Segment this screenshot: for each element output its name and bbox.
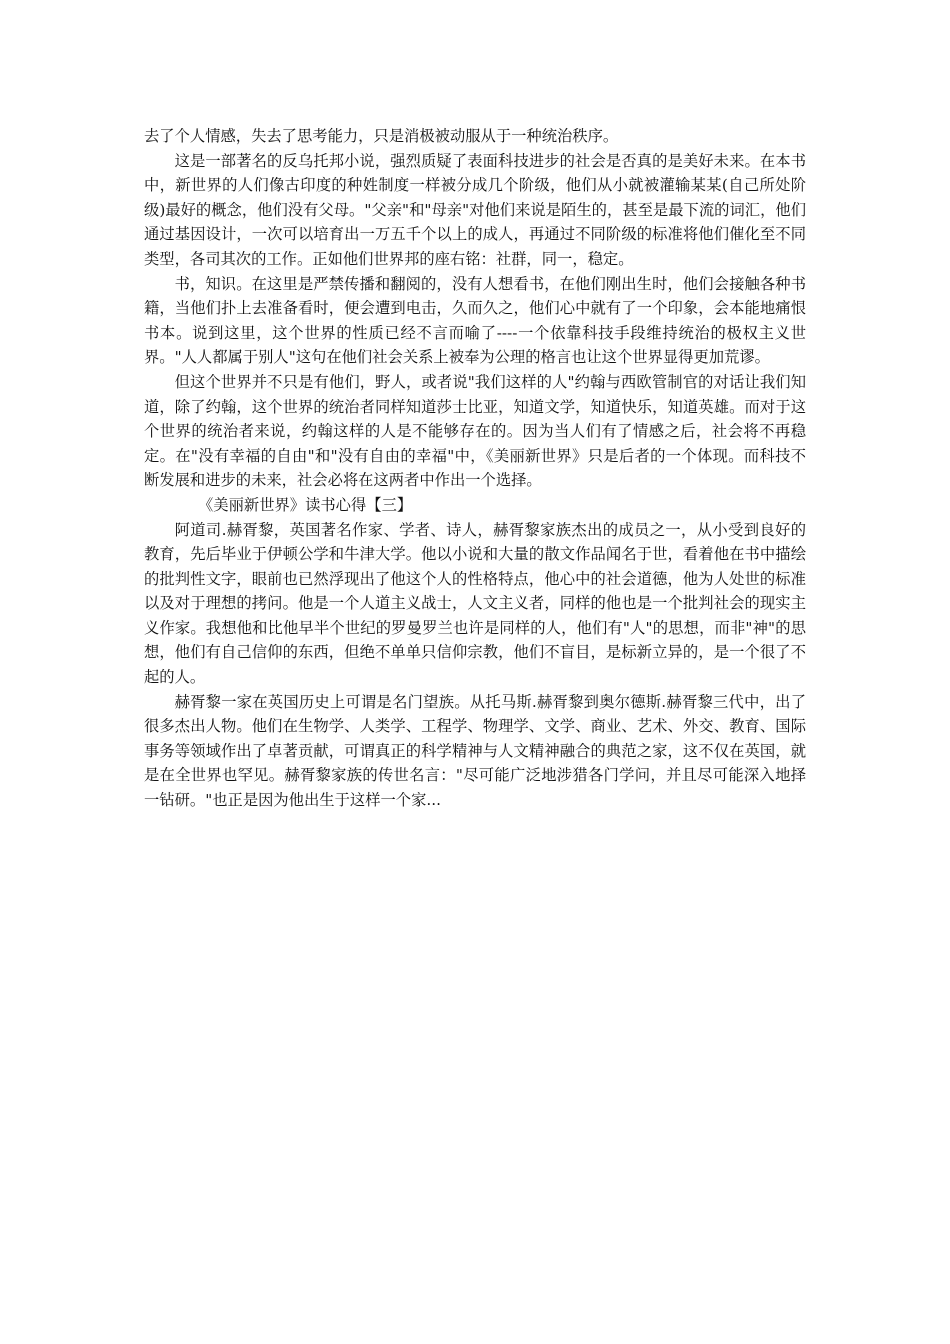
paragraph-dystopia-intro: 这是一部著名的反乌托邦小说，强烈质疑了表面科技进步的社会是否真的是美好未来。在本书中，新世界的人们像古印度的种姓制度一样被分成几个阶级，他们从小就被灌输某某(自己所处阶级)最好的概念，他们没有父母。"父亲"和"母亲"对他们来说是陌生的，甚至是最下流的词汇，他们通过基因设计，一次可以培育出一万五千个以上的成人，再通过不同阶级的标准将他们催化至不同类型，各司其次的工作。正如他们世界邦的座右铭：社群，同一，稳定。 <box>144 151 806 268</box>
section-heading: 《美丽新世界》读书心得【三】 <box>198 495 413 514</box>
paragraph-savage-john: 但这个世界并不只是有他们，野人，或者说"我们这样的人"约翰与西欧管制官的对话让我们知道，除了约翰，这个世界的统治者同样知道莎士比亚，知道文学，知道快乐，知道英雄。而对于这个世界的统治者来说，约翰这样的人是不能够存在的。因为当人们有了情感之后，社会将不再稳定。在"没有幸福的自由"和"没有自由的幸福"中，《美丽新世界》只是后者的一个体现。而科技不断发展和进步的未来，社会必将在这两者中作出一个选择。 <box>144 372 806 490</box>
paragraph-books-knowledge: 书，知识。在这里是严禁传播和翻阅的，没有人想看书，在他们刚出生时，他们会接触各种书籍，当他们扑上去准备看时，便会遭到电击，久而久之，他们心中就有了一个印象，会本能地痛恨书本。说到这里，这个世界的性质已经不言而喻了----一个依靠科技手段维持统治的极权主义世界。"人人都属于别人"这句在他们社会关系上被奉为公理的格言也让这个世界显得更加荒谬。 <box>144 274 806 367</box>
document-page <box>144 124 806 813</box>
paragraph-huxley-family: 赫胥黎一家在英国历史上可谓是名门望族。从托马斯.赫胥黎到奥尔德斯.赫胥黎三代中，出了很多杰出人物。他们在生物学、人类学、工程学、物理学、文学、商业、艺术、外交、教育、国际事务等领域作出了卓著贡献，可谓真正的科学精神与人文精神融合的典范之家，这不仅在英国，就是在全世界也罕见。赫胥黎家族的传世名言："尽可能广泛地涉猎各门学问，并且尽可能深入地择一钻研。"也正是因为他出生于这样一个家... <box>144 692 806 810</box>
paragraph-huxley-bio: 阿道司.赫胥黎，英国著名作家、学者、诗人，赫胥黎家族杰出的成员之一，从小受到良好的教育，先后毕业于伊顿公学和牛津大学。他以小说和大量的散文作品闻名于世，看着他在书中描绘的批判性文字，眼前也已然浮现出了他这个人的性格特点，他心中的社会道德，他为人处世的标准以及对于理想的拷问。他是一个人道主义战士，人文主义者，同样的他也是一个批判社会的现实主义作家。我想他和比他早半个世纪的罗曼罗兰也许是同样的人，他们有"人"的思想，而非"神"的思想，他们有自己信仰的东西，但绝不单单只信仰宗教，他们不盲目，是标新立异的，是一个很了不起的人。 <box>144 520 806 687</box>
paragraph-continuation: 去了个人情感，失去了思考能力，只是消极被动服从于一种统治秩序。 <box>144 127 619 145</box>
